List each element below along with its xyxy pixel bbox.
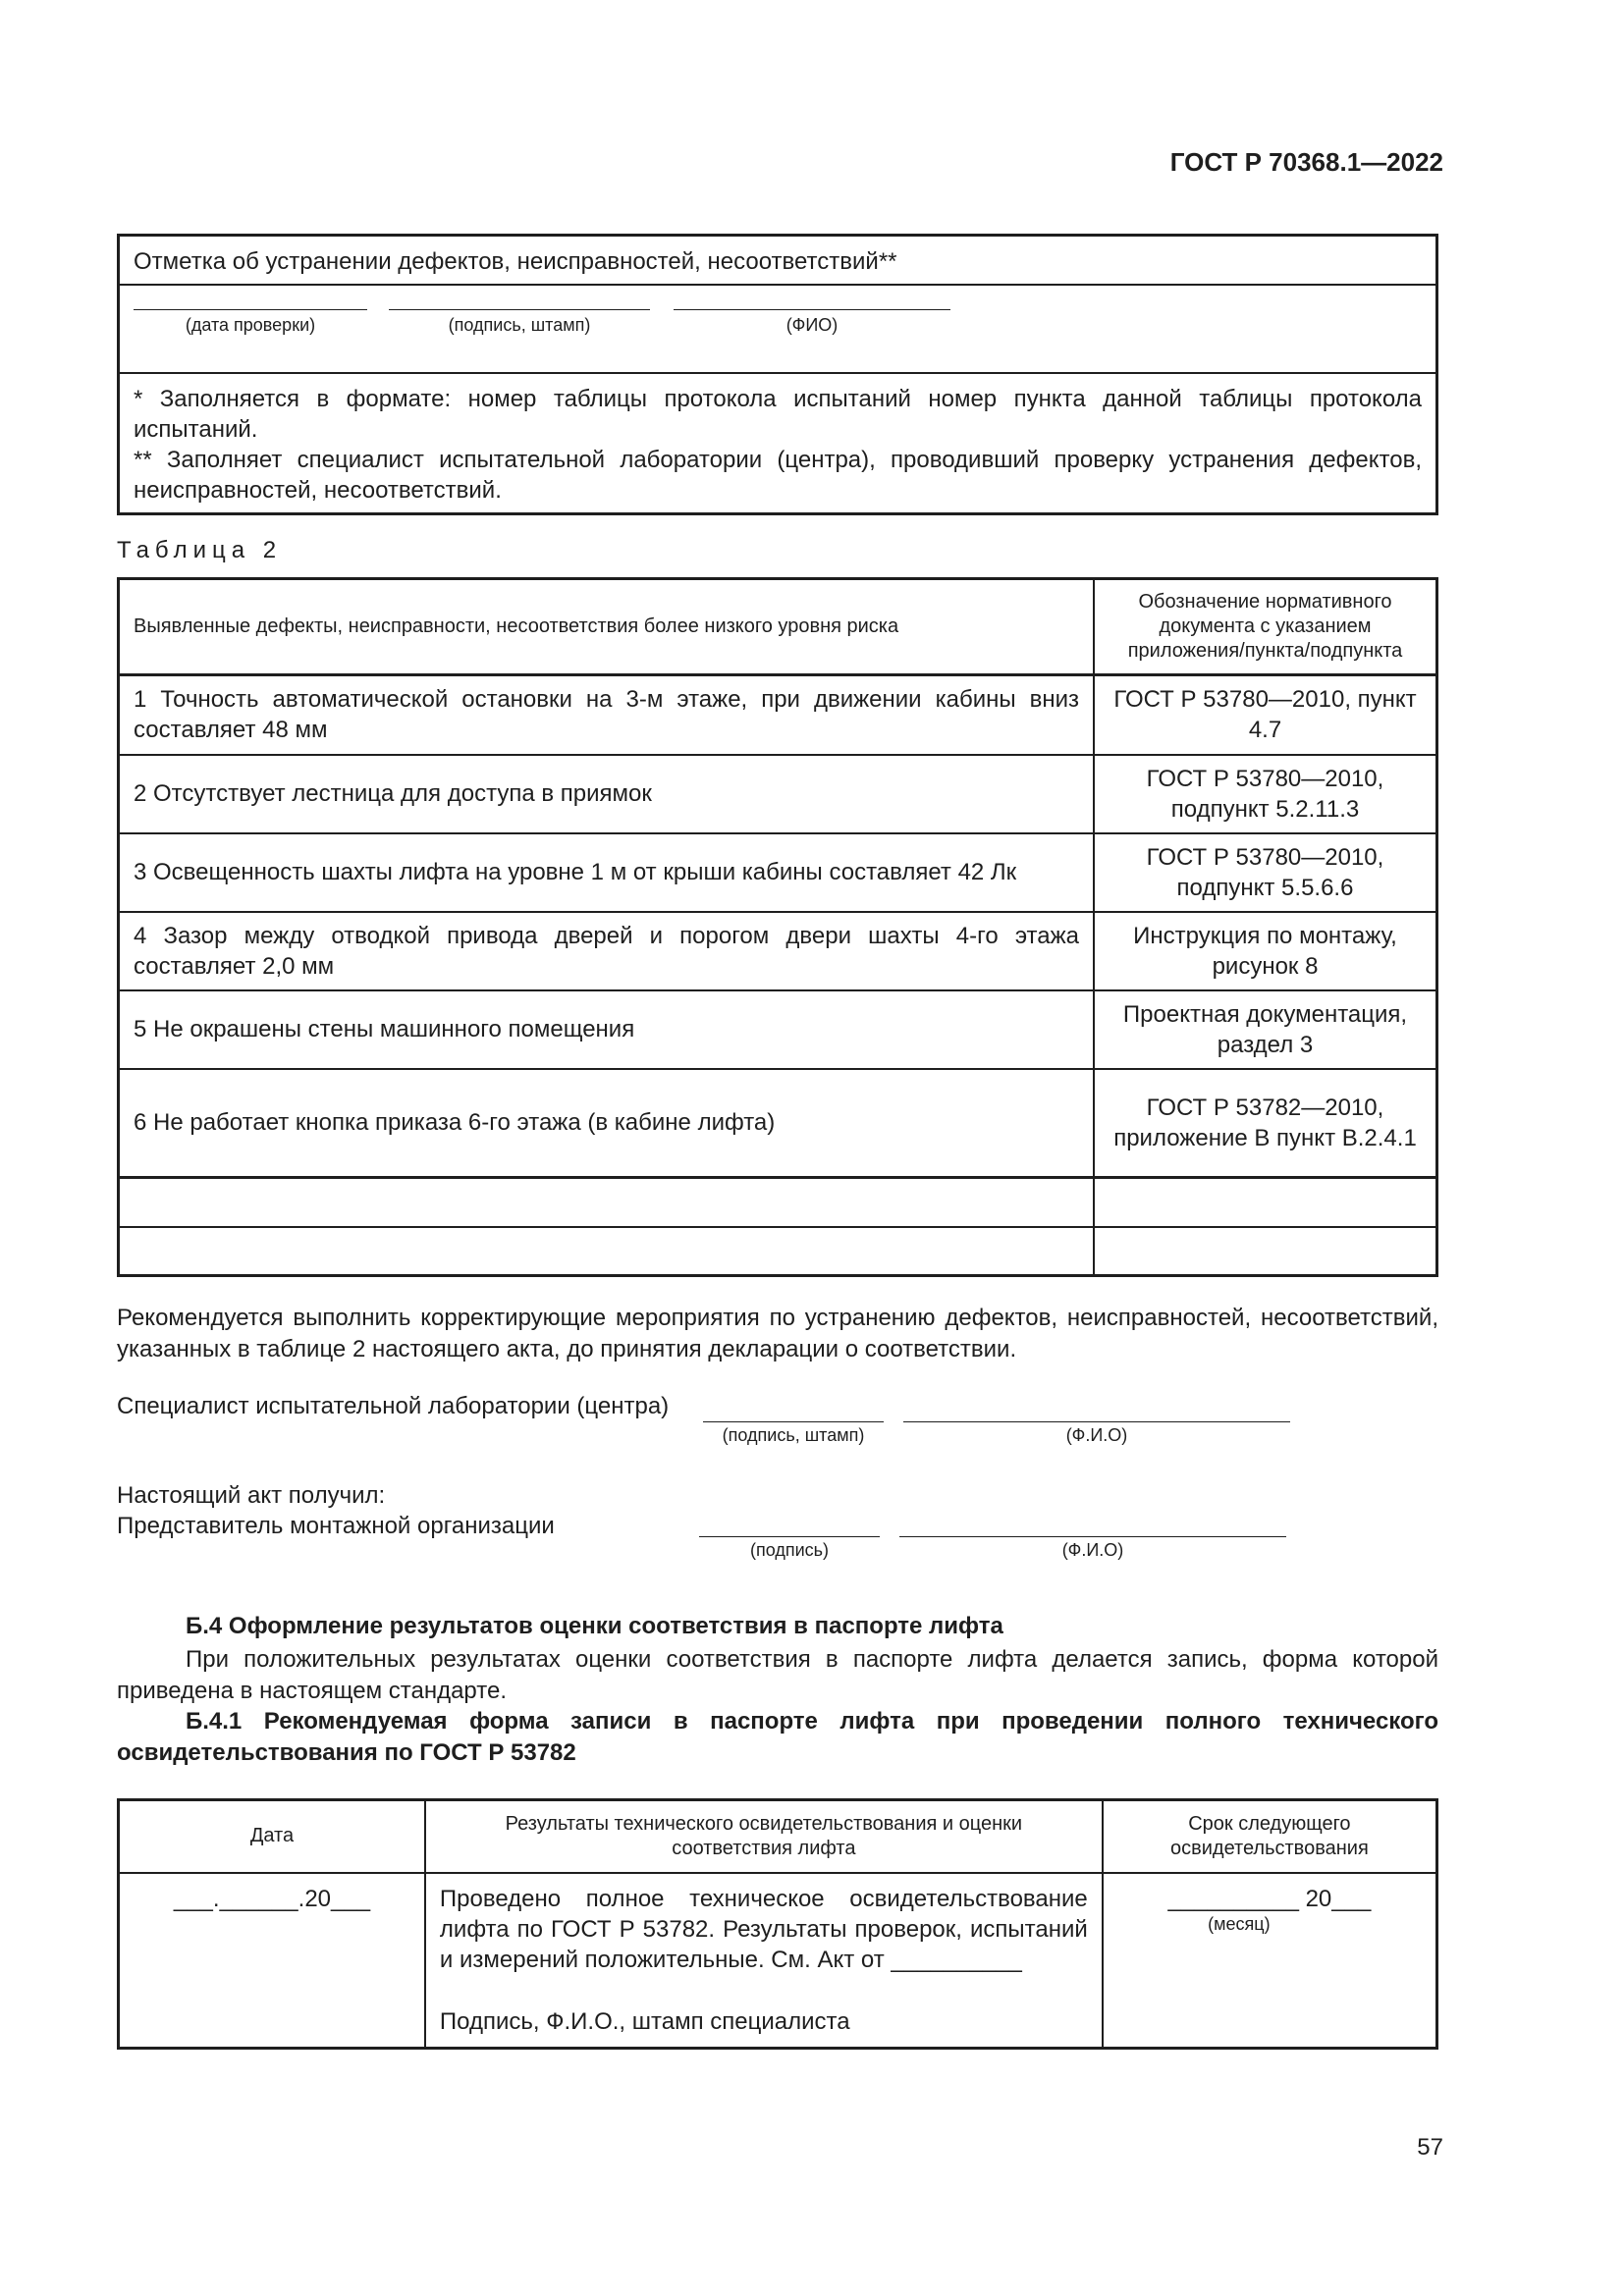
defect-remark-box	[117, 234, 1438, 515]
section-b4-text: При положительных результатах оценки соответствия в паспорте лифта делается запись, форма которой приведена в настоящем стандарте.	[117, 1646, 1438, 1704]
empty-table-row	[119, 1227, 1437, 1276]
results-column-header: Результаты технического освидетельствования и оценки соответствия лифта	[425, 1800, 1103, 1873]
specialist-signature-line	[703, 1421, 884, 1422]
results-text: Проведено полное техническое освидетельствование лифта по ГОСТ Р 53782. Результаты проверок, испытаний и измерений положительные. См. Акт от __________	[439, 1885, 1088, 1973]
results-cell	[425, 1873, 1103, 2049]
empty-cell	[1094, 1178, 1436, 1227]
remark-signature-row	[120, 286, 1435, 374]
table-row	[119, 833, 1437, 912]
table-row	[119, 990, 1437, 1069]
empty-cell	[119, 1178, 1095, 1227]
receiver-name-caption: (Ф.И.О)	[1061, 1540, 1124, 1560]
specialist-signature-caption: (подпись, штамп)	[722, 1425, 865, 1445]
defect-cell: 6 Не работает кнопка приказа 6-го этажа (в кабине лифта)	[119, 1069, 1095, 1178]
next-term-text: __________ 20___	[1167, 1885, 1372, 1912]
specialist-label: Специалист испытательной лаборатории (центра)	[117, 1393, 670, 1419]
defect-cell: 3 Освещенность шахты лифта на уровне 1 м от крыши кабины составляет 42 Лк	[119, 833, 1095, 912]
reference-column-header: Обозначение нормативного документа с указанием приложения/пункта/подпункта	[1094, 579, 1436, 675]
next-term-cell	[1103, 1873, 1437, 2049]
receiver-label: Представитель монтажной организации	[117, 1513, 555, 1539]
table-row	[119, 1873, 1437, 2049]
receiver-name-line	[899, 1536, 1286, 1537]
date-column-header: Дата	[119, 1800, 425, 1873]
defect-cell: 1 Точность автоматической остановки на 3-м этаже, при движении кабины вниз составляет 48 мм	[119, 675, 1095, 755]
specialist-name-caption: (Ф.И.О)	[1065, 1425, 1128, 1445]
date-line	[134, 309, 367, 310]
reference-cell: ГОСТ Р 53782—2010, приложение В пункт В.2.4.1	[1094, 1069, 1436, 1178]
table-row	[119, 675, 1437, 755]
reference-cell: ГОСТ Р 53780—2010, пункт 4.7	[1094, 675, 1436, 755]
table-row	[119, 1069, 1437, 1178]
next-term-column-header: Срок следующего освидетельствования	[1103, 1800, 1437, 1873]
footnote-2: ** Заполняет специалист испытательной лаборатории (центра), проводивший проверку устранения дефектов, неисправностей, несоответствий.	[134, 447, 1422, 504]
passport-record-table	[117, 1798, 1438, 2050]
signature-line	[389, 309, 650, 310]
reference-cell: ГОСТ Р 53780—2010, подпункт 5.2.11.3	[1094, 755, 1436, 833]
defect-cell: 2 Отсутствует лестница для доступа в приямок	[119, 755, 1095, 833]
empty-cell	[119, 1227, 1095, 1276]
signature-text: Подпись, Ф.И.О., штамп специалиста	[439, 2007, 850, 2035]
receiver-signature-caption: (подпись)	[749, 1540, 830, 1560]
reference-cell: ГОСТ Р 53780—2010, подпункт 5.5.6.6	[1094, 833, 1436, 912]
defect-cell: 5 Не окрашены стены машинного помещения	[119, 990, 1095, 1069]
table-2-caption: Таблица 2	[117, 537, 283, 563]
receiver-intro: Настоящий акт получил:	[117, 1482, 386, 1509]
reference-cell: Проектная документация, раздел 3	[1094, 990, 1436, 1069]
specialist-name-line	[903, 1421, 1290, 1422]
recommendation-paragraph: Рекомендуется выполнить корректирующие мероприятия по устранению дефектов, неисправностей, несоответствий, указанных в таблице 2 настоящего акта, до принятия декларации о соответствии.	[117, 1305, 1438, 1362]
remark-footnotes	[120, 374, 1435, 512]
table-row	[119, 912, 1437, 990]
section-b41-heading: Б.4.1 Рекомендуемая форма записи в паспорте лифта при проведении полного технического освидетельствования по ГОСТ Р 53782	[117, 1708, 1438, 1766]
page-number: 57	[1417, 2134, 1443, 2161]
month-caption: (месяц)	[1208, 1913, 1271, 1934]
date-cell: ___.______.20___	[119, 1873, 425, 2049]
empty-table-row	[119, 1178, 1437, 1227]
reference-cell: Инструкция по монтажу, рисунок 8	[1094, 912, 1436, 990]
name-line	[674, 309, 950, 310]
footnote-1: * Заполняется в формате: номер таблицы протокола испытаний номер пункта данной таблицы протокола испытаний.	[134, 386, 1422, 443]
table-header-row	[119, 1800, 1437, 1873]
defect-cell: 4 Зазор между отводкой привода дверей и порогом двери шахты 4-го этажа составляет 2,0 мм	[119, 912, 1095, 990]
date-caption: (дата проверки)	[185, 315, 316, 335]
remark-title: Отметка об устранении дефектов, неисправностей, несоответствий**	[120, 237, 1435, 286]
signature-caption: (подпись, штамп)	[448, 315, 591, 335]
document-header: ГОСТ Р 70368.1—2022	[1169, 147, 1443, 177]
defects-column-header: Выявленные дефекты, неисправности, несоответствия более низкого уровня риска	[119, 579, 1095, 675]
empty-cell	[1094, 1227, 1436, 1276]
receiver-signature-line	[699, 1536, 880, 1537]
section-b4-heading: Б.4 Оформление результатов оценки соответствия в паспорте лифта	[186, 1613, 1003, 1639]
table-row	[119, 755, 1437, 833]
table-header-row	[119, 579, 1437, 675]
name-caption: (ФИО)	[785, 315, 839, 335]
defects-table	[117, 577, 1438, 1277]
